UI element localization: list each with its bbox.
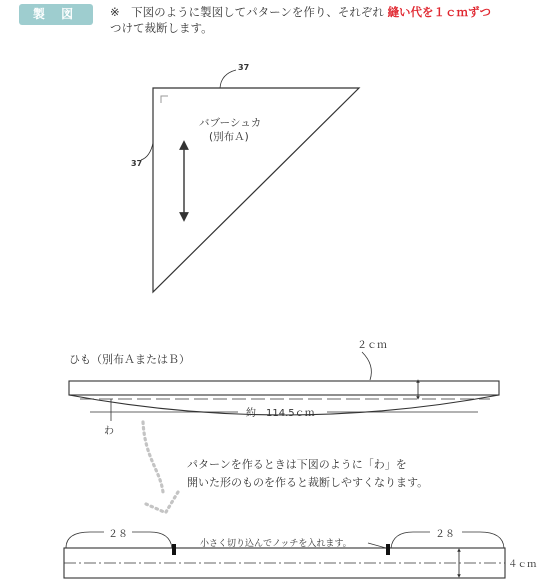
notch-note: 小さく切り込んでノッチを入れます。 [200,539,352,549]
section-badge: 製 図 [19,4,93,25]
intro-part1: ※ 下図のように製図してパターンを作り、それぞれ [110,5,384,19]
triangle-pattern [131,63,359,292]
strap-folded [69,340,499,437]
left-dim-label: 37 [131,159,143,168]
strap-opened [64,529,537,578]
right-dim-label-28: ２８ [435,529,455,540]
note-line2: 開いた形のものを作ると裁断しやすくなります。 [187,476,429,489]
strap-title: ひも（別布ＡまたはＢ） [69,353,190,366]
dotted-arrow-head-left [146,504,164,512]
notch-left [172,544,176,555]
dotted-arrow [143,422,178,512]
strap-height-dim: ４ｃｍ [508,559,537,570]
triangle-name: バブーシュカ [199,117,262,129]
width-dim-leader [362,352,371,380]
top-dim-leader [220,70,236,88]
intro-part2: つけて裁断します。 [110,21,213,35]
strap-width-dim: ２ｃｍ [357,340,387,351]
left-dim-label-28: ２８ [108,529,128,540]
notch-leader [368,543,386,548]
top-dim-label: 37 [238,63,250,72]
fold-label: わ [104,426,114,437]
notch-right [386,544,390,555]
intro-highlight: 縫い代を１ｃｍずつ [387,5,492,19]
triangle-material: (別布Ａ) [209,131,249,143]
note-line1: パターンを作るときは下図のように「わ」を [187,458,407,471]
right-angle-mark [161,96,168,103]
strap-length-dim: 約 114.5ｃｍ [246,408,315,419]
dotted-arrow-path [143,422,163,492]
left-dim-leader [141,143,153,160]
dotted-arrow-head-right [166,492,178,512]
strap-outline [69,381,499,395]
